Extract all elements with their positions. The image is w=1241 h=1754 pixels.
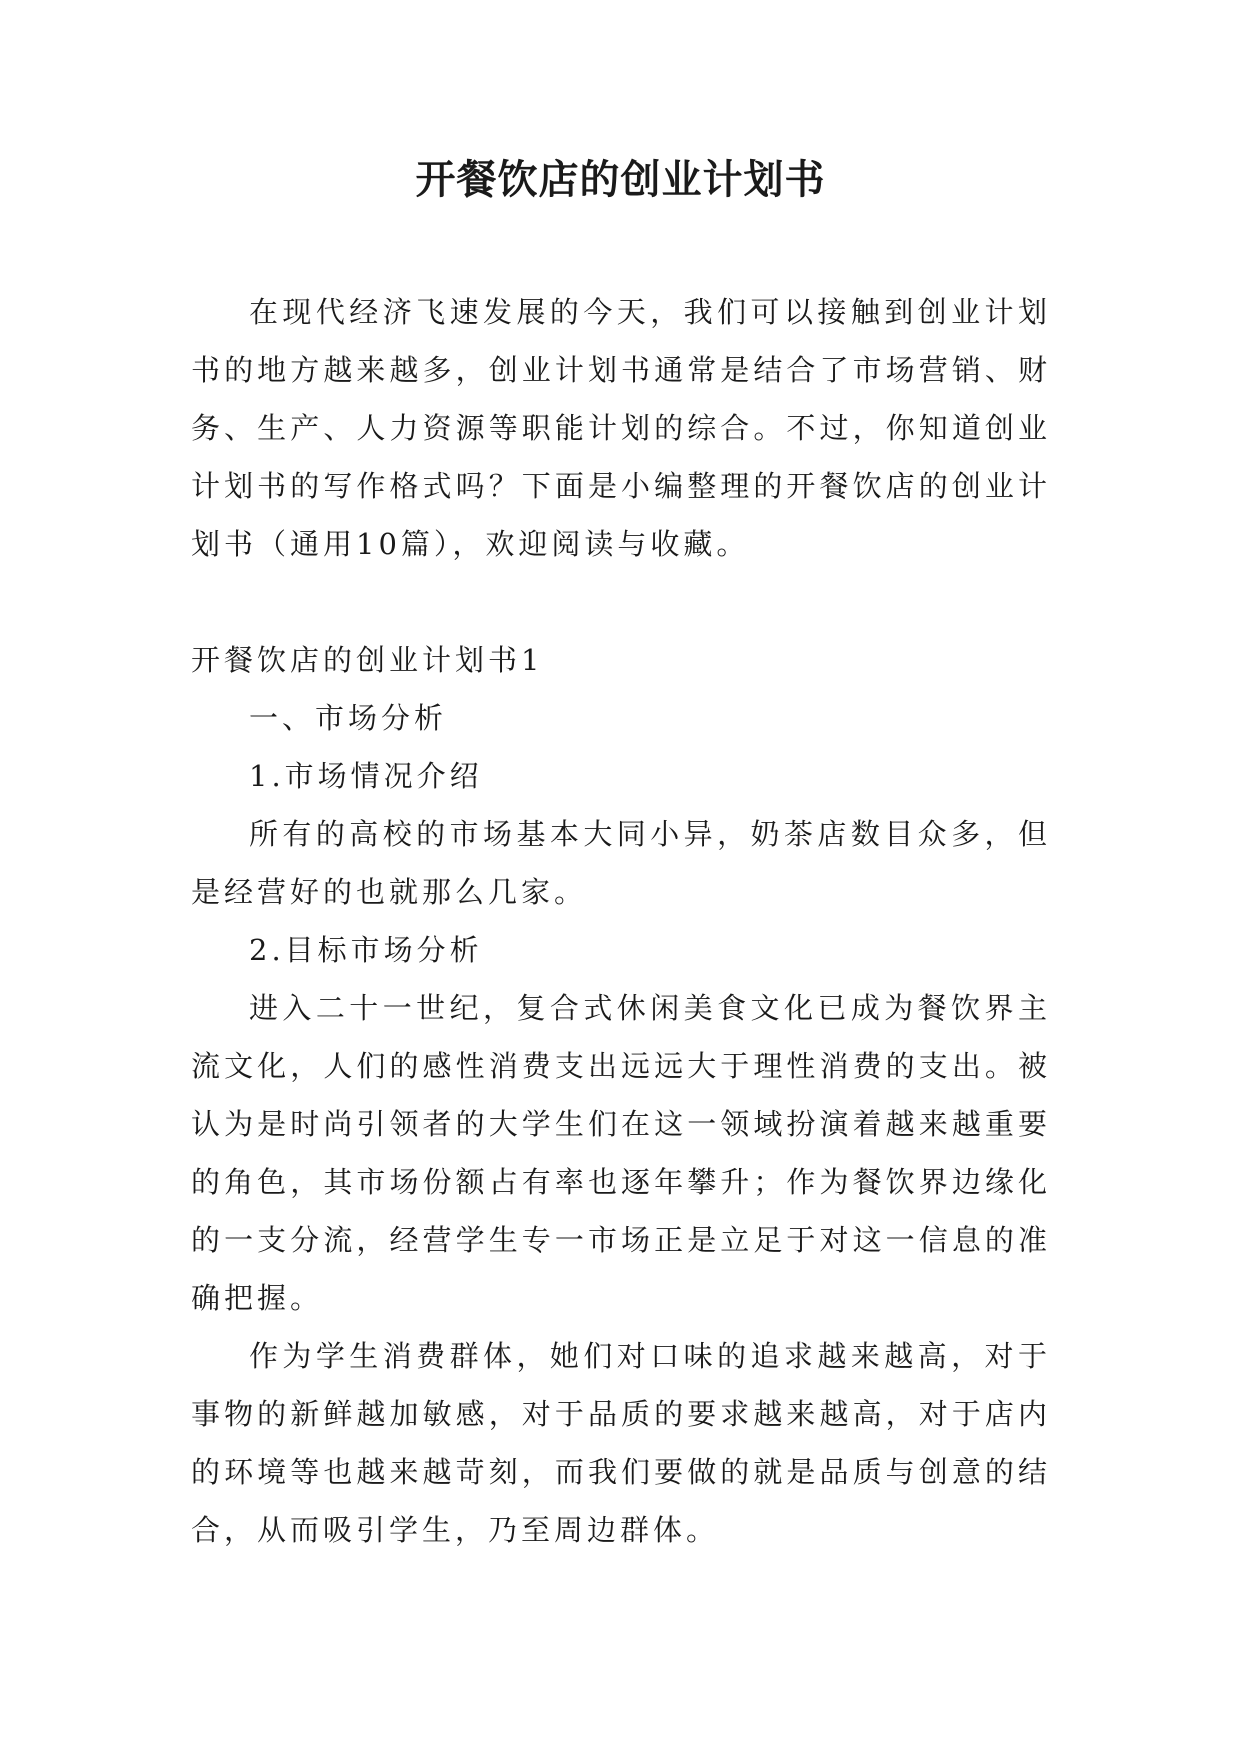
heading-market-analysis: 一、市场分析 xyxy=(249,701,448,735)
document-title: 开餐饮店的创业计划书 xyxy=(415,156,826,203)
paragraph-target-market: 进入二十一世纪，复合式休闲美食文化已成为餐饮界主流文化，人们的感性消费支出远远大于理性消费的支出。被认为是时尚引领者的大学生们在这一领域扮演着越来越重要的角色，其市场份额占有率也逐年攀升；作为餐饮界边缘化的一支分流，经营学生专一市场正是立足于对这一信息的准确把握。 xyxy=(191,991,1051,1315)
document-body xyxy=(191,283,1051,1559)
paragraph-market-overview: 所有的高校的市场基本大同小异，奶茶店数目众多，但是经营好的也就那么几家。 xyxy=(191,817,1051,909)
heading-target-market: 2.目标市场分析 xyxy=(249,933,483,967)
paragraph-spacer xyxy=(191,573,1051,631)
intro-paragraph: 在现代经济飞速发展的今天，我们可以接触到创业计划书的地方越来越多，创业计划书通常是结合了市场营销、财务、生产、人力资源等职能计划的综合。不过，你知道创业计划书的写作格式吗？下面是小编整理的开餐饮店的创业计划书（通用10篇），欢迎阅读与收藏。 xyxy=(191,295,1051,561)
paragraph-student-consumers: 作为学生消费群体，她们对口味的追求越来越高，对于事物的新鲜越加敏感，对于品质的要求越来越高，对于店内的环境等也越来越苛刻，而我们要做的就是品质与创意的结合，从而吸引学生，乃至周边群体。 xyxy=(191,1339,1051,1547)
heading-market-overview: 1.市场情况介绍 xyxy=(249,759,483,793)
section-title: 开餐饮店的创业计划书1 xyxy=(191,643,544,677)
